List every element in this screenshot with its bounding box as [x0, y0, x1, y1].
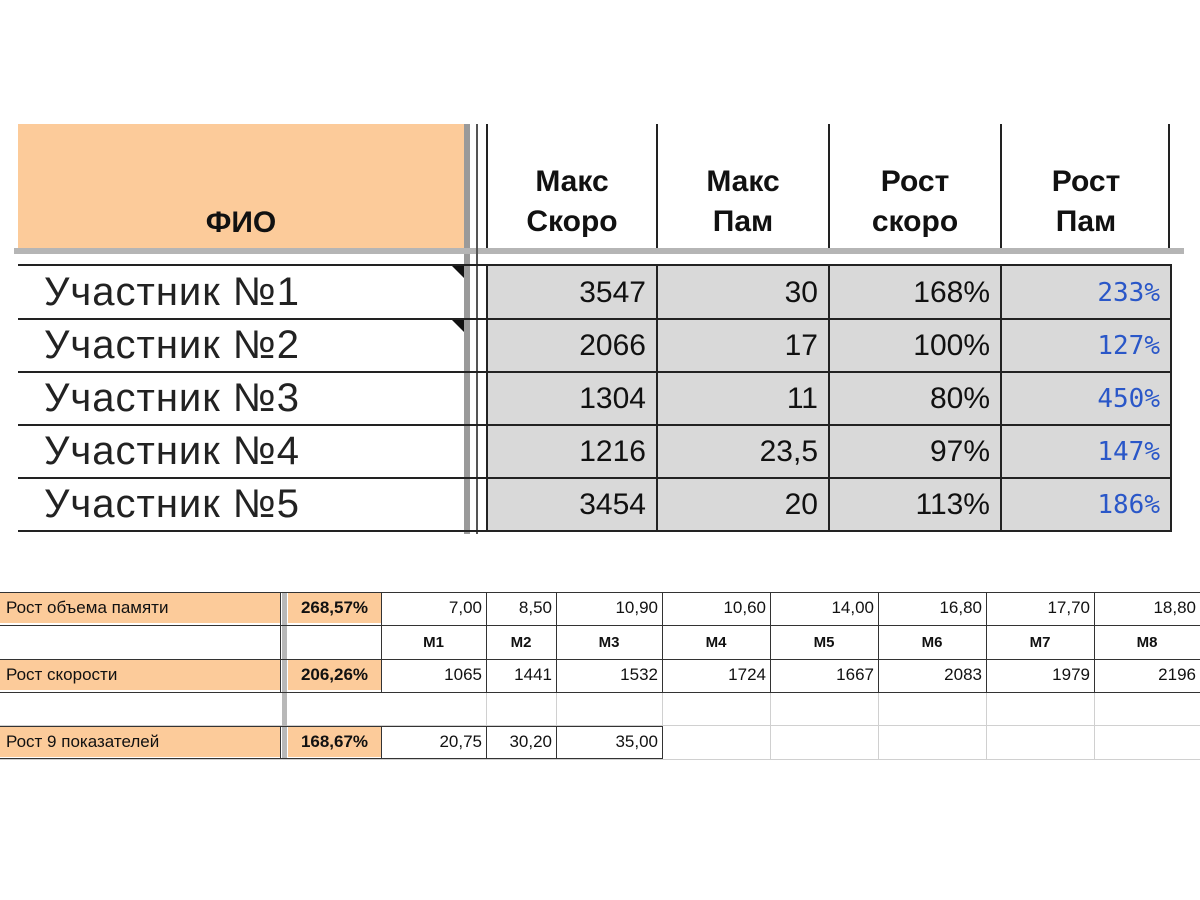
mem-growth-value: 233% [1097, 278, 1160, 308]
max-mem-cell[interactable] [658, 266, 828, 318]
speed-value-cell[interactable] [381, 660, 486, 690]
mem-growth-value: 186% [1097, 490, 1160, 520]
m-header: M2 [510, 634, 532, 651]
row-border [18, 318, 1170, 320]
memory-value: 10,60 [723, 598, 766, 617]
header-divider [656, 124, 658, 248]
max-mem-cell[interactable] [658, 372, 828, 424]
m-header-cell[interactable] [556, 628, 662, 658]
m-header: M1 [423, 634, 444, 651]
memory-value: 7,00 [448, 598, 482, 617]
memory-value-cell[interactable] [662, 593, 770, 623]
cell-border [0, 758, 662, 759]
max-mem-cell[interactable] [658, 478, 828, 530]
participant-name: Участник №5 [44, 482, 301, 526]
row-border [18, 477, 1170, 479]
m-header-cell[interactable] [878, 628, 986, 658]
header-divider [828, 124, 830, 248]
nine-value-cell[interactable] [556, 727, 662, 757]
speed-growth-cell[interactable] [830, 478, 1000, 530]
m-header-cell[interactable] [486, 628, 556, 658]
cell-border [556, 726, 557, 759]
memory-value-cell[interactable] [986, 593, 1094, 623]
cell-border [0, 726, 662, 727]
mem-growth-value: 450% [1097, 384, 1160, 414]
nine-value: 30,20 [509, 732, 552, 751]
grid-line [0, 759, 1200, 760]
header-divider [486, 124, 488, 248]
memory-growth-percent-text: 268,57% [300, 598, 369, 617]
participant-name-cell[interactable] [18, 372, 464, 424]
speed-growth-value: 97% [929, 435, 990, 468]
speed-value: 1979 [1052, 665, 1090, 684]
mem-growth-cell[interactable] [1002, 266, 1170, 318]
memory-value-cell[interactable] [878, 593, 986, 623]
m-header-cell[interactable] [662, 628, 770, 658]
speed-value-cell[interactable] [878, 660, 986, 690]
header-mem-growth-line2: Пам [1055, 205, 1117, 238]
max-mem-value: 11 [786, 382, 818, 415]
header-speed-growth-line2: скоро [871, 205, 959, 238]
frozen-row-divider[interactable] [14, 248, 1184, 254]
speed-value-cell[interactable] [1094, 660, 1200, 690]
speed-value-cell[interactable] [770, 660, 878, 690]
cell-border [986, 592, 987, 692]
nine-value-cell[interactable] [381, 727, 486, 757]
speed-value: 1441 [514, 665, 552, 684]
speed-value-cell[interactable] [986, 660, 1094, 690]
nine-value-cell[interactable] [486, 727, 556, 757]
comment-indicator-icon[interactable] [452, 266, 464, 278]
nine-indicators-percent[interactable] [288, 727, 381, 757]
speed-growth-value: 100% [913, 329, 990, 362]
header-fio-label: ФИО [205, 206, 277, 239]
max-speed-cell[interactable] [488, 372, 656, 424]
header-max-mem[interactable] [658, 124, 828, 248]
cell-border [1094, 592, 1095, 692]
m-header: M5 [813, 634, 835, 651]
memory-value: 18,80 [1153, 598, 1196, 617]
frozen-column-shadow [476, 124, 478, 534]
frozen-column-divider[interactable] [464, 124, 470, 534]
speed-growth-cell[interactable] [830, 319, 1000, 371]
header-mem-growth[interactable] [1002, 124, 1170, 248]
max-mem-value: 23,5 [759, 435, 818, 468]
participant-name-cell[interactable] [18, 319, 464, 371]
mem-growth-value: 147% [1097, 437, 1160, 467]
row-border [18, 530, 1170, 532]
speed-value: 1724 [728, 665, 766, 684]
mem-growth-cell[interactable] [1002, 478, 1170, 530]
mem-growth-cell[interactable] [1002, 319, 1170, 371]
speed-growth-cell[interactable] [830, 266, 1000, 318]
max-mem-value: 20 [784, 488, 818, 521]
speed-value: 1065 [444, 665, 482, 684]
header-speed-growth-line1: Рост [880, 165, 950, 198]
participant-name-cell[interactable] [18, 266, 464, 318]
max-mem-value: 30 [784, 276, 818, 309]
max-speed-value: 1216 [579, 435, 646, 468]
cell-border [280, 592, 281, 692]
m-header: M3 [598, 634, 620, 651]
speed-growth-value: 113% [915, 488, 990, 521]
max-speed-value: 3547 [579, 276, 646, 309]
max-speed-value: 1304 [579, 382, 646, 415]
nine-indicators-label-text: Рост 9 показателей [6, 732, 160, 751]
max-speed-value: 2066 [579, 329, 646, 362]
header-max-mem-line2: Пам [712, 205, 774, 238]
cell-border [662, 726, 663, 759]
nine-value: 35,00 [615, 732, 658, 751]
cell-border [381, 726, 382, 759]
speed-value-cell[interactable] [556, 660, 662, 690]
memory-value: 8,50 [518, 598, 552, 617]
speed-value: 2196 [1158, 665, 1196, 684]
memory-value: 16,80 [939, 598, 982, 617]
memory-value: 17,70 [1047, 598, 1090, 617]
cell-border [770, 592, 771, 692]
speed-value: 1667 [836, 665, 874, 684]
memory-value-cell[interactable] [1094, 593, 1200, 623]
column-border [486, 264, 488, 532]
column-border [1170, 264, 1172, 532]
memory-value-cell[interactable] [556, 593, 662, 623]
memory-growth-label-text: Рост объема памяти [6, 598, 169, 617]
memory-growth-percent[interactable] [288, 593, 381, 623]
max-speed-cell[interactable] [488, 478, 656, 530]
memory-value-cell[interactable] [486, 593, 556, 623]
mem-growth-cell[interactable] [1002, 372, 1170, 424]
speed-growth-value: 80% [929, 382, 990, 415]
row-border [18, 264, 1170, 266]
header-max-speed[interactable] [488, 124, 656, 248]
cell-border [878, 592, 879, 692]
mem-growth-cell[interactable] [1002, 425, 1170, 477]
m-header-cell[interactable] [770, 628, 878, 658]
nine-indicators-label[interactable] [0, 727, 280, 757]
speed-growth-percent[interactable] [288, 660, 381, 690]
cell-border [556, 592, 557, 692]
header-max-speed-line2: Скоро [526, 205, 618, 238]
participant-name-cell[interactable] [18, 478, 464, 530]
m-header: M7 [1029, 634, 1051, 651]
row-border [18, 424, 1170, 426]
speed-growth-label-text: Рост скорости [6, 665, 118, 684]
speed-value-cell[interactable] [486, 660, 556, 690]
cell-border [0, 592, 1200, 593]
cell-border [662, 592, 663, 692]
max-speed-cell[interactable] [488, 319, 656, 371]
column-border [828, 264, 830, 532]
header-divider [1000, 124, 1002, 248]
frozen-column-divider[interactable] [282, 592, 287, 759]
nine-value: 20,75 [439, 732, 482, 751]
column-border [1000, 264, 1002, 532]
m-header: M6 [921, 634, 943, 651]
cell-border [0, 625, 1200, 626]
participant-name: Участник №1 [44, 270, 301, 314]
cell-border [381, 592, 382, 692]
cell-border [280, 726, 281, 759]
speed-growth-value: 168% [913, 276, 990, 309]
header-divider [1168, 124, 1170, 248]
cell-border [0, 692, 1200, 693]
max-mem-cell[interactable] [658, 319, 828, 371]
m-header: M8 [1136, 634, 1158, 651]
column-border [656, 264, 658, 532]
speed-growth-cell[interactable] [830, 425, 1000, 477]
nine-indicators-percent-text: 168,67% [300, 732, 369, 751]
max-mem-cell[interactable] [658, 425, 828, 477]
participant-name: Участник №3 [44, 376, 301, 420]
m-header-cell[interactable] [381, 628, 486, 658]
header-mem-growth-line1: Рост [1051, 165, 1121, 198]
participant-name: Участник №2 [44, 323, 301, 367]
participant-name-cell[interactable] [18, 425, 464, 477]
cell-border [0, 659, 1200, 660]
cell-border [486, 592, 487, 692]
memory-value: 10,90 [615, 598, 658, 617]
speed-value: 1532 [620, 665, 658, 684]
header-speed-growth[interactable] [830, 124, 1000, 248]
max-speed-value: 3454 [579, 488, 646, 521]
participant-name: Участник №4 [44, 429, 301, 473]
max-speed-cell[interactable] [488, 266, 656, 318]
m-header-cell[interactable] [1094, 628, 1200, 658]
max-speed-cell[interactable] [488, 425, 656, 477]
speed-growth-label[interactable] [0, 660, 280, 690]
speed-value-cell[interactable] [662, 660, 770, 690]
max-mem-value: 17 [784, 329, 818, 362]
memory-value-cell[interactable] [770, 593, 878, 623]
comment-indicator-icon[interactable] [452, 320, 464, 332]
memory-growth-label[interactable] [0, 593, 280, 623]
m-header: M4 [705, 634, 727, 651]
speed-growth-percent-text: 206,26% [300, 665, 369, 684]
mem-growth-value: 127% [1097, 331, 1160, 361]
memory-value: 14,00 [831, 598, 874, 617]
speed-growth-cell[interactable] [830, 372, 1000, 424]
header-max-speed-line1: Макс [535, 165, 609, 198]
speed-value: 2083 [944, 665, 982, 684]
header-max-mem-line1: Макс [706, 165, 780, 198]
header-fio[interactable] [18, 124, 464, 248]
cell-border [486, 726, 487, 759]
m-header-cell[interactable] [986, 628, 1094, 658]
memory-value-cell[interactable] [381, 593, 486, 623]
row-border [18, 371, 1170, 373]
